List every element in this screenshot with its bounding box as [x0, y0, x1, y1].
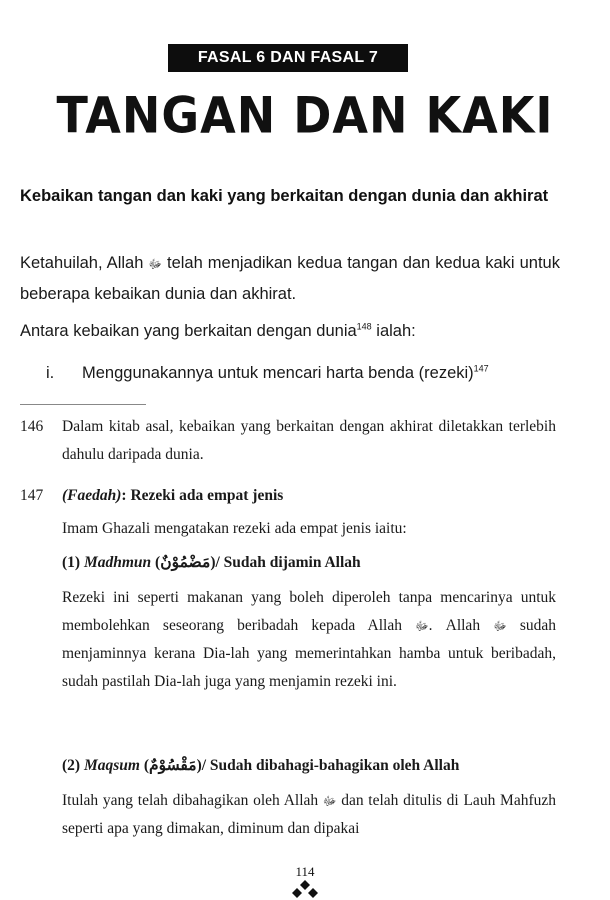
intro-paragraph: [20, 248, 560, 309]
footnote-number: 146: [20, 418, 44, 435]
faedah-label: (Faedah): [62, 487, 122, 504]
type-number: (1): [62, 554, 81, 571]
footnote-147-title: [62, 482, 556, 510]
type-number: (2): [62, 757, 81, 774]
rezeki-type-2-body: [20, 787, 560, 847]
type-gloss: Sudah dibahagi-bahagikan oleh Allah: [209, 757, 460, 774]
honorific-glyph: ﷻ: [322, 794, 337, 808]
type-gloss: Sudah dijamin Allah: [223, 554, 361, 571]
faedah-title: : Rezeki ada empat jenis: [121, 487, 284, 504]
type1-body-end: sudah menjaminnya kerana Dia-lah yang memerintahkan hamba untuk beribadah, sudah pastilah Dia-lah juga yang menjamin rezeki ini.: [62, 617, 557, 690]
page-title: TANGAN DAN KAKI: [56, 85, 554, 145]
footnote-147-intro: [20, 515, 560, 545]
benefits-intro-end: ialah:: [371, 322, 416, 340]
honorific-glyph: ﷻ: [415, 619, 429, 633]
section-heading: Kebaikan tangan dan kaki yang berkaitan dengan dunia dan akhirat: [20, 187, 549, 205]
footnote-divider: [20, 404, 146, 405]
benefits-intro: [20, 316, 560, 346]
intro-text-end: telah menjadikan kedua tangan dan kedua kaki untuk beberapa kebaikan dunia dan akhirat.: [20, 254, 560, 303]
rezeki-type-1-text: [62, 584, 556, 696]
intro-text-start: Ketahuilah, Allah: [20, 254, 144, 272]
rezeki-type-2-text: [62, 787, 556, 843]
list-item-text: [82, 359, 489, 387]
type1-body-middle: . Allah: [428, 617, 481, 634]
rezeki-type-1-body: [20, 584, 560, 724]
chapter-label: FASAL 6 DAN FASAL 7: [168, 44, 408, 72]
arabic-term: مَقْسُوْمٌ: [149, 757, 197, 774]
diamond-ornament-icon: [289, 878, 321, 900]
type2-body-end: dan telah ditulis di Lauh Mahfuzh seperti apa yang dimakan, diminum dan dipakai: [62, 792, 557, 837]
type-name: Madhmun: [83, 554, 152, 571]
page-number: 114: [295, 864, 315, 879]
rezeki-type-2-heading: [20, 752, 560, 782]
footnote-147-intro-text: Imam Ghazali mengatakan rezeki ada empat jenis iaitu:: [62, 520, 407, 537]
footnote-ref-147[interactable]: 147: [473, 363, 489, 374]
list-item-label: Menggunakannya untuk mencari harta benda (rezeki): [82, 364, 474, 382]
honorific-glyph: ﷻ: [148, 257, 162, 271]
footnote-number: 147: [20, 487, 44, 504]
rezeki-type-1-heading: [20, 549, 560, 579]
footnote-147-header: [20, 482, 560, 512]
benefits-intro-text: Antara kebaikan yang berkaitan dengan dunia: [20, 322, 357, 340]
list-item-number: i.: [46, 364, 55, 382]
rezeki-type-2-title: (2) Maqsum (مَقْسُوْمٌ)/ Sudah dibahagi-bahagikan oleh Allah: [62, 757, 460, 774]
footnote-text: Dalam kitab asal, kebaikan yang berkaitan dengan akhirat diletakkan terlebih dahulu daripada dunia.: [62, 418, 556, 463]
footnote-ref-148[interactable]: 148: [356, 321, 372, 332]
type2-body-start: Itulah yang telah dibahagikan oleh Allah: [62, 792, 319, 809]
type1-body-start: Rezeki ini seperti makanan yang boleh diperoleh tanpa mencarinya untuk membolehkan seseorang beribadah kepada Allah: [62, 589, 556, 634]
honorific-glyph: ﷻ: [493, 619, 507, 633]
footnote-146: [20, 413, 560, 473]
arabic-term: مَضْمُوْنٌ: [160, 554, 211, 571]
rezeki-type-1-title: (1) Madhmun (مَضْمُوْنٌ)/ Sudah dijamin Allah: [62, 554, 361, 571]
type-name: Maqsum: [83, 757, 140, 774]
